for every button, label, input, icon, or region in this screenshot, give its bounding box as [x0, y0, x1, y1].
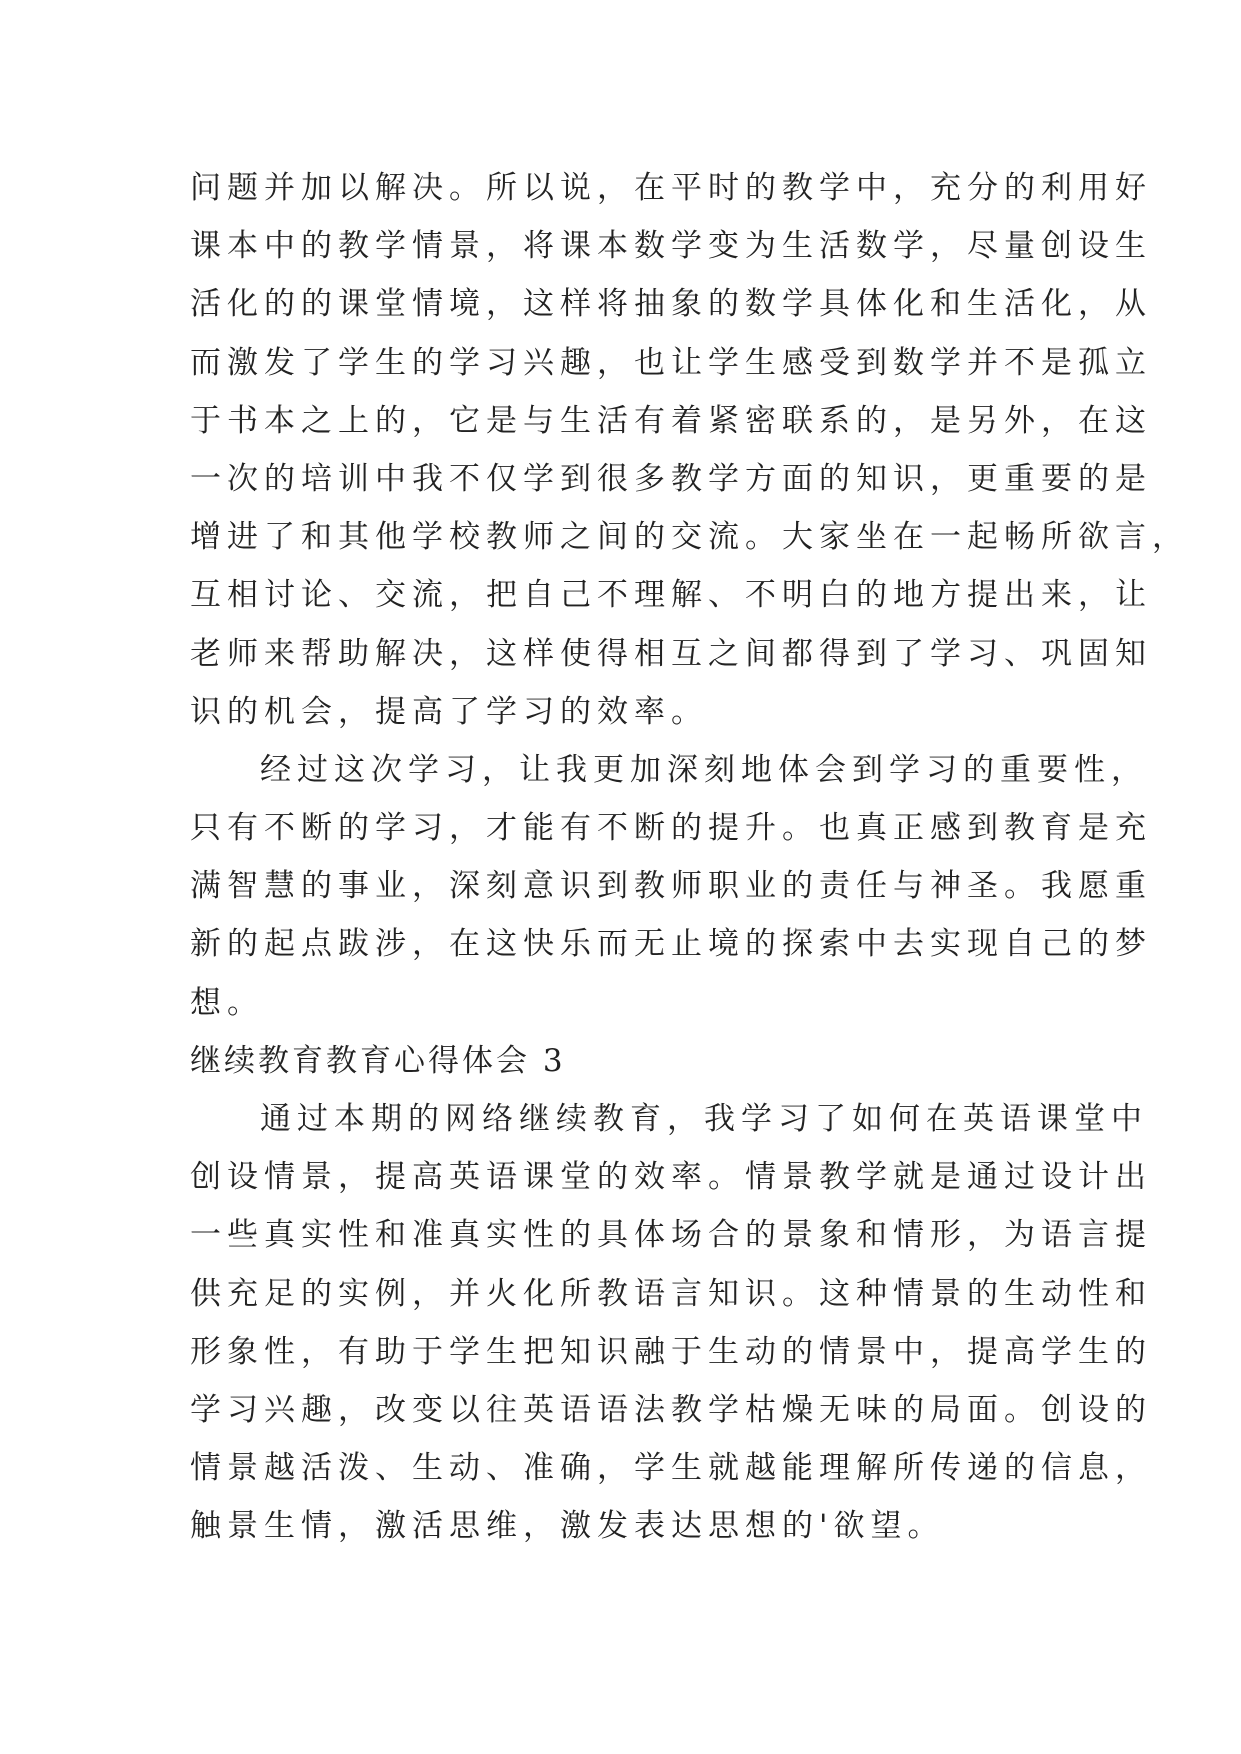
text-line: 学习兴趣，改变以往英语语法教学枯燥无味的局面。创设的: [190, 1391, 1152, 1428]
text-line: 一次的培训中我不仅学到很多教学方面的知识，更重要的是: [190, 460, 1152, 497]
paragraph-first-line: 经过这次学习，让我更加深刻地体会到学习的重要性，: [260, 751, 1148, 788]
text-line: 只有不断的学习，才能有不断的提升。也真正感到教育是充: [190, 810, 1152, 847]
text-line: 活化的的课堂情境，这样将抽象的数学具体化和生活化，从: [190, 286, 1152, 323]
text-line: 一些真实性和准真实性的具体场合的景象和情形，为语言提: [190, 1217, 1152, 1254]
text-line: 形象性，有助于学生把知识融于生动的情景中，提高学生的: [190, 1333, 1152, 1370]
text-line: 满智慧的事业，深刻意识到教师职业的责任与神圣。我愿重: [190, 868, 1152, 905]
text-line: 识的机会，提高了学习的效率。: [190, 693, 708, 730]
document-body: [190, 159, 1189, 1556]
text-line: 创设情景，提高英语课堂的效率。情景教学就是通过设计出: [190, 1159, 1152, 1196]
text-line: 于书本之上的，它是与生活有着紧密联系的，是另外，在这: [190, 402, 1152, 439]
paragraph-first-line: 通过本期的网络继续教育，我学习了如何在英语课堂中: [260, 1101, 1148, 1137]
text-line: 而激发了学生的学习兴趣，也让学生感受到数学并不是孤立: [190, 344, 1152, 381]
text-line: 互相讨论、交流，把自己不理解、不明白的地方提出来，让: [190, 577, 1152, 614]
text-line: 想。: [190, 984, 264, 1021]
text-line: 供充足的实例，并火化所教语言知识。这种情景的生动性和: [190, 1275, 1152, 1312]
text-line: 问题并加以解决。所以说，在平时的教学中，充分的利用好: [190, 170, 1152, 206]
text-line: 老师来帮助解决，这样使得相互之间都得到了学习、巩固知: [190, 635, 1152, 672]
text-line: 触景生情，激活思维，激发表达思想的'欲望。: [190, 1508, 945, 1545]
section-heading: 继续教育教育心得体会 3: [190, 1042, 566, 1079]
text-line: 情景越活泼、生动、准确，学生就越能理解所传递的信息，: [190, 1450, 1152, 1487]
text-line: 增进了和其他学校教师之间的交流。大家坐在一起畅所欲言，: [190, 519, 1189, 556]
text-line: 新的起点跋涉，在这快乐而无止境的探索中去实现自己的梦: [190, 926, 1152, 963]
text-line: 课本中的教学情景，将课本数学变为生活数学，尽量创设生: [190, 228, 1152, 265]
